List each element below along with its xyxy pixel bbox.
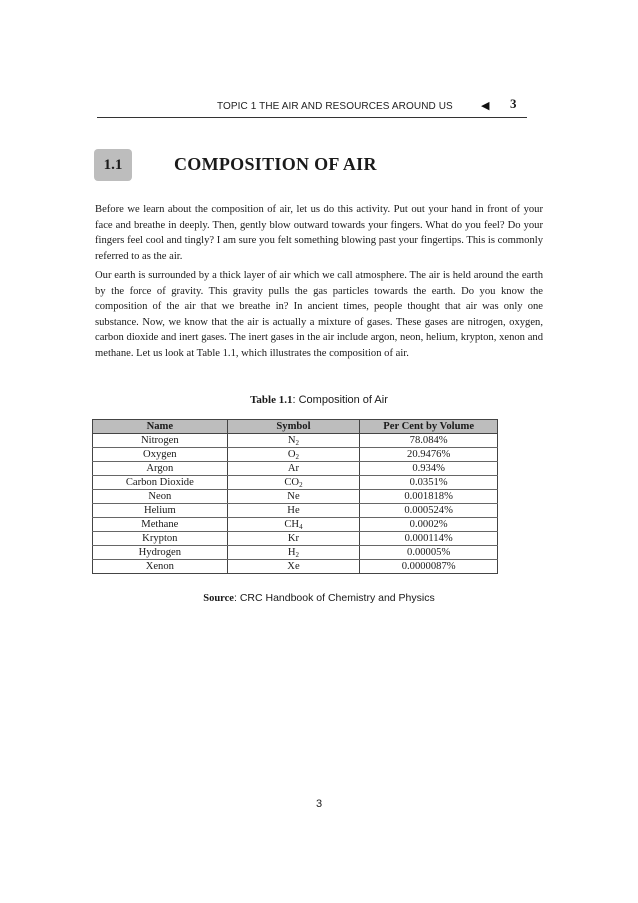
table-caption-text: : Composition of Air bbox=[292, 394, 388, 406]
source-label: Source bbox=[203, 593, 234, 604]
symbol-text: CH bbox=[284, 518, 300, 530]
symbol-subscript: 2 bbox=[295, 550, 300, 559]
cell-symbol bbox=[227, 448, 360, 462]
cell-percent: 0.000114% bbox=[360, 532, 498, 546]
cell-symbol bbox=[227, 434, 360, 448]
table-row bbox=[93, 560, 498, 574]
table-row bbox=[93, 532, 498, 546]
cell-percent: 0.00005% bbox=[360, 546, 498, 560]
table-row bbox=[93, 434, 498, 448]
left-arrow-icon: ◀ bbox=[481, 100, 490, 112]
cell-name: Xenon bbox=[93, 560, 228, 574]
symbol-subscript: 2 bbox=[295, 452, 300, 461]
table-row bbox=[93, 462, 498, 476]
section-title: COMPOSITION OF AIR bbox=[174, 154, 377, 174]
paragraph-intro: Before we learn about the composition of air, let us do this activity. Put out your hand in front of your face and breathe in deeply. Then, gently blow outward towards your fingers. What do you feel? Do your fingers feel cool and tingly? I am sure you felt something blowing past your fingertips. This is commonly referred to as the air. bbox=[95, 204, 543, 262]
cell-symbol bbox=[227, 532, 360, 546]
table-row bbox=[93, 546, 498, 560]
table-caption-label: Table 1.1 bbox=[250, 394, 293, 406]
cell-percent: 78.084% bbox=[360, 434, 498, 448]
cell-percent: 0.0002% bbox=[360, 518, 498, 532]
symbol-text: Ne bbox=[287, 491, 300, 502]
section-number-badge: 1.1 bbox=[94, 149, 132, 181]
cell-symbol bbox=[227, 546, 360, 560]
column-header-name: Name bbox=[93, 420, 228, 434]
symbol-text: He bbox=[287, 505, 300, 516]
cell-symbol bbox=[227, 504, 360, 518]
cell-percent: 0.0000087% bbox=[360, 560, 498, 574]
symbol-text: H bbox=[287, 546, 296, 558]
table-row bbox=[93, 504, 498, 518]
column-header-percent: Per Cent by Volume bbox=[360, 420, 498, 434]
footer-page-number: 3 bbox=[315, 798, 323, 810]
symbol-text: O bbox=[287, 448, 296, 460]
cell-name: Argon bbox=[93, 462, 228, 476]
paragraph-atmosphere: Our earth is surrounded by a thick layer of air which we call atmosphere. The air is held around the earth by the force of gravity. This gravity pulls the gas particles towards the earth. Do you know the composition of the air that we breathe in? In ancient times, people thought that air was only one substance. Now, we know that the air is actually a mixture of gases. These gases are nitrogen, oxygen, carbon dioxide and inert gases. The inert gases in the air include argon, neon, helium, krypton, xenon and methane. Let us look at Table 1.1, which illustrates the composition of air. bbox=[95, 270, 543, 359]
symbol-text: Ar bbox=[287, 463, 300, 474]
cell-name: Krypton bbox=[93, 532, 228, 546]
cell-symbol bbox=[227, 518, 360, 532]
cell-name: Hydrogen bbox=[93, 546, 228, 560]
cell-percent: 20.9476% bbox=[360, 448, 498, 462]
header-page-number: 3 bbox=[510, 96, 517, 111]
cell-name: Nitrogen bbox=[93, 434, 228, 448]
cell-symbol bbox=[227, 490, 360, 504]
symbol-text: Xe bbox=[287, 561, 300, 572]
table-row bbox=[93, 490, 498, 504]
cell-name: Oxygen bbox=[93, 448, 228, 462]
symbol-text: CO bbox=[284, 476, 300, 488]
symbol-subscript: 2 bbox=[299, 480, 303, 489]
table-header-row bbox=[93, 420, 498, 434]
cell-name: Helium bbox=[93, 504, 228, 518]
table-row bbox=[93, 518, 498, 532]
cell-symbol bbox=[227, 560, 360, 574]
cell-percent: 0.001818% bbox=[360, 490, 498, 504]
cell-symbol bbox=[227, 462, 360, 476]
symbol-text: N bbox=[287, 434, 296, 446]
cell-name: Carbon Dioxide bbox=[93, 476, 228, 490]
source-text: : CRC Handbook of Chemistry and Physics bbox=[233, 592, 435, 604]
cell-name: Neon bbox=[93, 490, 228, 504]
column-header-symbol: Symbol bbox=[227, 420, 360, 434]
running-title: TOPIC 1 THE AIR AND RESOURCES AROUND US bbox=[217, 101, 453, 112]
cell-percent: 0.000524% bbox=[360, 504, 498, 518]
symbol-text: Kr bbox=[287, 533, 300, 544]
running-header bbox=[97, 95, 527, 118]
cell-percent: 0.0351% bbox=[360, 476, 498, 490]
cell-symbol bbox=[227, 476, 360, 490]
symbol-subscript: 2 bbox=[295, 438, 300, 447]
cell-name: Methane bbox=[93, 518, 228, 532]
table-row bbox=[93, 448, 498, 462]
cell-percent: 0.934% bbox=[360, 462, 498, 476]
symbol-subscript: 4 bbox=[299, 522, 303, 531]
table-source bbox=[0, 592, 638, 604]
table-caption bbox=[0, 394, 638, 406]
composition-table bbox=[92, 419, 498, 574]
table-row bbox=[93, 476, 498, 490]
